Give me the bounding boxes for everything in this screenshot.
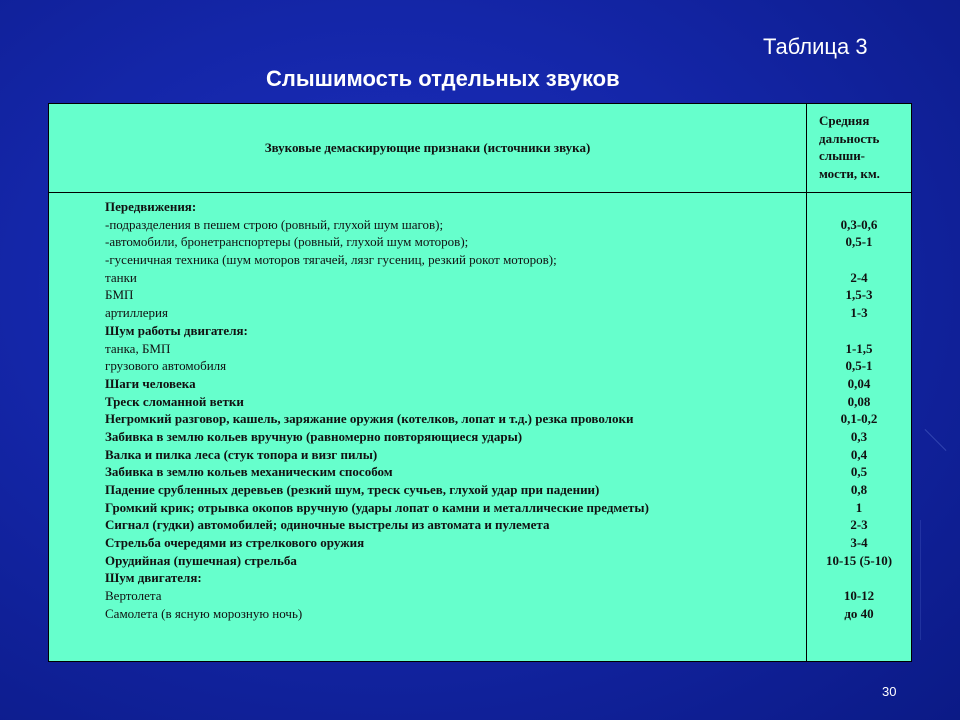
source-cell: Забивка в землю кольев механическим способом <box>105 464 393 480</box>
column-header-sources: Звуковые демаскирующие признаки (источники звука) <box>264 140 591 155</box>
sources-column <box>105 198 805 623</box>
distance-cell: 1-3 <box>850 305 868 321</box>
distance-cell: 0,8 <box>850 482 868 497</box>
slide-title: Слышимость отдельных звуков <box>266 66 620 91</box>
decorative-line <box>925 429 947 451</box>
source-cell: грузового автомобиля <box>105 358 227 374</box>
distance-cell: 0,4 <box>850 446 868 462</box>
source-cell: артиллерия <box>105 305 168 321</box>
source-cell: Орудийная (пушечная) стрельба <box>105 552 297 568</box>
distance-cell: 1,5-3 <box>845 287 873 303</box>
column-header-distance-line: мости, км. <box>819 165 880 181</box>
column-header-distance-line: Средняя <box>819 113 870 128</box>
distance-cell: до 40 <box>844 605 874 621</box>
slide-number: 30 <box>882 684 897 699</box>
source-cell: Передвижения: <box>105 199 197 214</box>
source-cell: танка, БМП <box>105 340 171 356</box>
distance-cell: 3-4 <box>850 535 868 551</box>
source-cell: -подразделения в пешем строю (ровный, глухой шум шагов); <box>105 216 444 232</box>
source-cell: -гусеничная техника (шум моторов тягачей, лязг гусениц, резкий рокот моторов); <box>105 252 557 268</box>
distance-cell: 1 <box>855 499 863 515</box>
distance-cell: 0,1-0,2 <box>840 411 878 427</box>
header-divider <box>49 192 911 193</box>
source-cell: Вертолета <box>105 588 162 604</box>
source-cell: Негромкий разговор, кашель, заряжание оружия (котелков, лопат и т.д.) резка проволоки <box>105 411 634 427</box>
distance-cell: 0,08 <box>847 393 871 409</box>
distance-cell: 1-1,5 <box>845 340 873 356</box>
source-cell: Самолета (в ясную морозную ночь) <box>105 605 303 621</box>
decorative-line <box>920 520 921 640</box>
distance-cell: 10-15 (5-10) <box>825 552 893 568</box>
distance-cell: 0,5-1 <box>845 234 873 250</box>
table-number: Таблица 3 <box>763 34 868 59</box>
source-cell: танки <box>105 269 137 285</box>
source-cell: Стрельба очередями из стрелкового оружия <box>105 535 365 551</box>
distance-cell: 10-12 <box>843 588 875 604</box>
source-cell: Треск сломанной ветки <box>105 393 244 409</box>
distance-cell <box>807 198 911 216</box>
source-cell: Шум двигателя: <box>105 570 202 586</box>
source-cell: Громкий крик; отрывка окопов вручную (удары лопат о камни и металлические предметы) <box>105 499 649 515</box>
source-cell: Шаги человека <box>105 375 196 391</box>
source-cell: Сигнал (гудки) автомобилей; одиночные выстрелы из автомата и пулемета <box>105 517 550 533</box>
distance-cell: 0,5 <box>850 464 868 480</box>
distance-cell <box>807 322 911 340</box>
distance-cell: 0,04 <box>847 375 871 391</box>
column-header-distance-line: слыши- <box>819 148 866 163</box>
source-cell: БМП <box>105 287 134 303</box>
audibility-table <box>48 103 912 662</box>
source-cell: Шум работы двигателя: <box>105 322 248 338</box>
distance-cell <box>807 251 911 269</box>
column-header-distance-line: дальность <box>819 130 880 146</box>
source-cell: Падение срубленных деревьев (резкий шум, треск сучьев, глухой удар при падении) <box>105 482 600 497</box>
distance-cell: 2-3 <box>850 517 868 533</box>
distance-cell <box>807 569 911 587</box>
source-cell: Валка и пилка леса (стук топора и визг пилы) <box>105 446 378 462</box>
distance-cell: 0,3 <box>850 428 868 444</box>
distance-cell: 2-4 <box>850 269 868 285</box>
source-cell: -автомобили, бронетранспортеры (ровный, глухой шум моторов); <box>105 234 469 250</box>
distances-column <box>807 198 911 623</box>
source-cell: Забивка в землю кольев вручную (равномерно повторяющиеся удары) <box>105 428 523 444</box>
column-header-distance <box>807 112 911 192</box>
distance-cell: 0,5-1 <box>845 358 873 374</box>
distance-cell: 0,3-0,6 <box>840 216 878 232</box>
